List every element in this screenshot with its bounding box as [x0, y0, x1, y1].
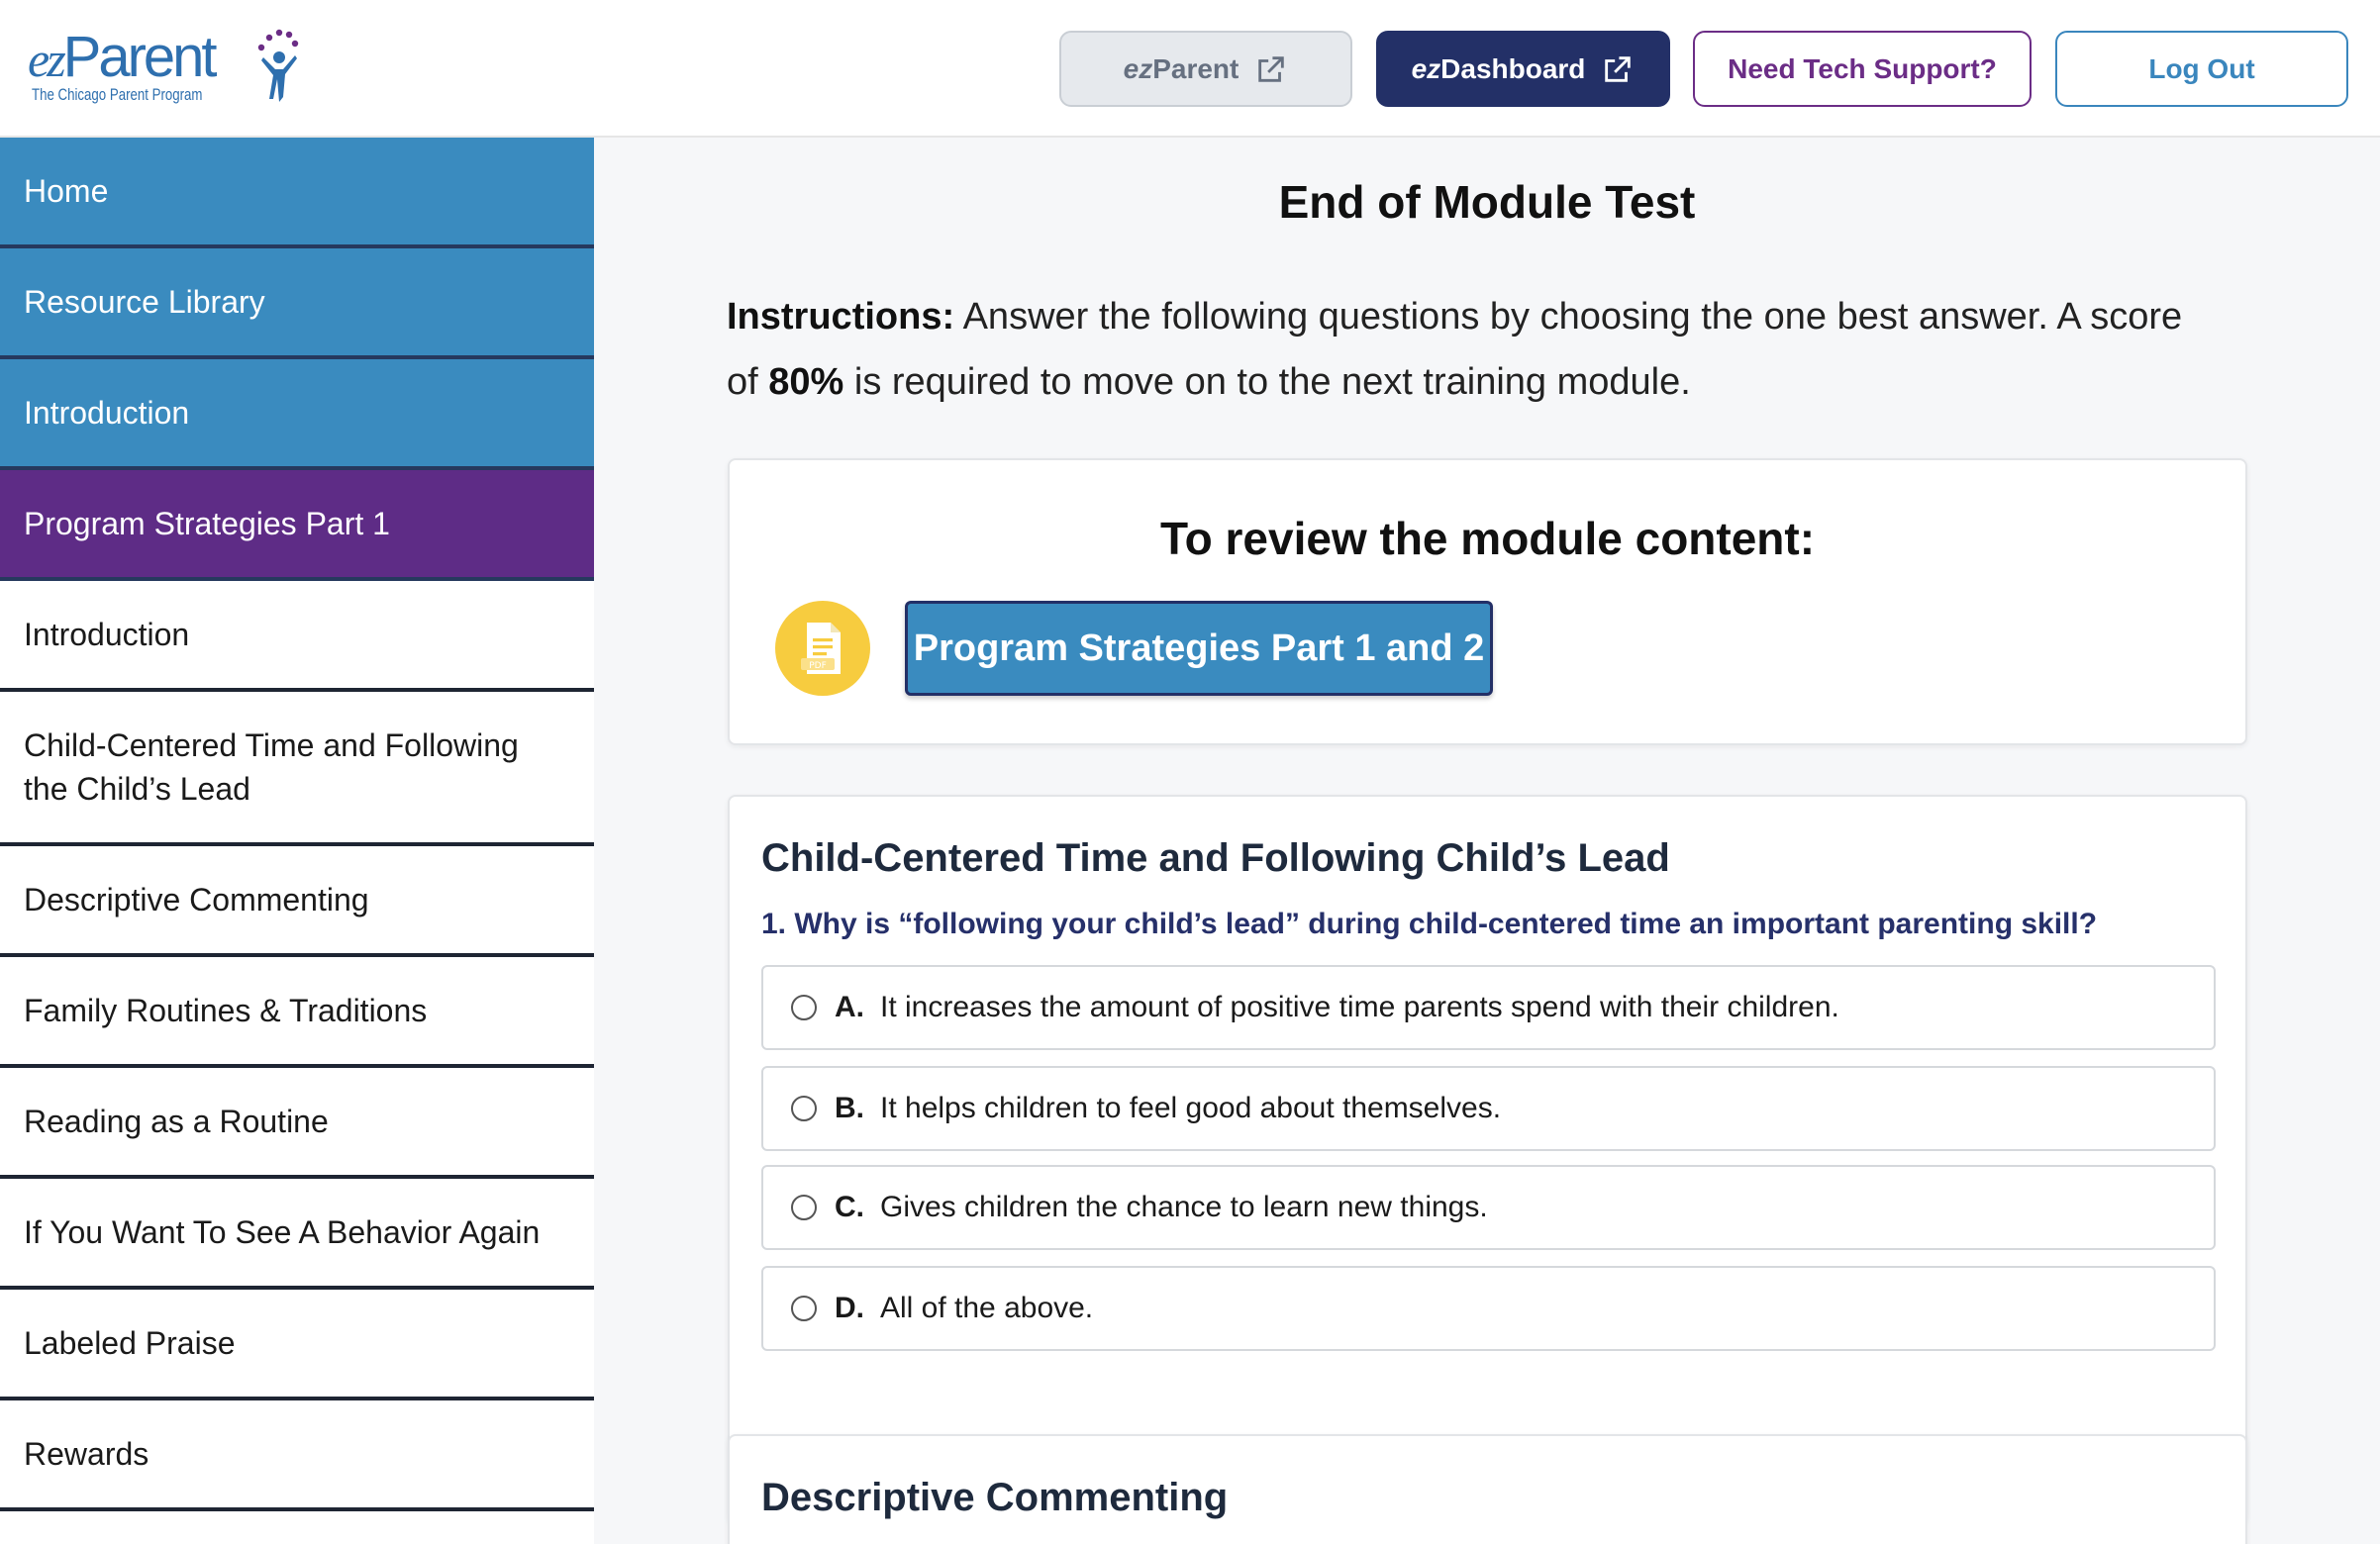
radio-button[interactable] — [791, 995, 817, 1020]
main-content — [594, 138, 2380, 1544]
option-text: Gives children the chance to learn new things. — [880, 1191, 1488, 1223]
sidebar-item-home[interactable]: Home — [0, 138, 594, 248]
external-link-icon — [1254, 52, 1288, 86]
jumping-person-icon — [216, 28, 305, 107]
question-card-child-centered-time — [728, 795, 2247, 1523]
sidebar-item-program-strategies-part-1[interactable]: Program Strategies Part 1 — [0, 470, 594, 581]
ezparent-button-label: ezParent — [1123, 52, 1240, 84]
instructions-text: Instructions: Answer the following questions by choosing the one best answer. A score of 80% is required to move on to the next training module. — [727, 296, 2183, 403]
sidebar-subitem-family-routines[interactable]: Family Routines & Traditions — [0, 957, 594, 1068]
option-letter: A. — [835, 991, 864, 1023]
option-letter: C. — [835, 1191, 864, 1223]
option-letter: B. — [835, 1092, 864, 1124]
pdf-file-icon — [775, 601, 870, 696]
ezparent-link-button[interactable] — [1059, 31, 1352, 107]
svg-text:PDF: PDF — [809, 661, 827, 671]
sidebar-nav — [0, 138, 594, 1544]
logo-wordmark: ezParent — [28, 25, 215, 89]
section-title: Descriptive Commenting — [761, 1476, 1229, 1519]
answer-option-b[interactable] — [761, 1066, 2216, 1151]
option-letter: D. — [835, 1292, 864, 1324]
sidebar-subitem-rewards[interactable]: Rewards — [0, 1400, 594, 1511]
sidebar-subitem-introduction[interactable]: Introduction — [0, 581, 594, 692]
review-title: To review the module content: — [1159, 513, 1816, 564]
sidebar-item-resource-library[interactable]: Resource Library — [0, 248, 594, 359]
top-header — [0, 0, 2380, 138]
section-title: Child-Centered Time and Following Child’s Lead — [761, 836, 1670, 880]
sidebar-subitem-behavior-again[interactable]: If You Want To See A Behavior Again — [0, 1179, 594, 1290]
sidebar-subitem-descriptive-commenting[interactable]: Descriptive Commenting — [0, 846, 594, 957]
review-module-card — [728, 458, 2247, 745]
option-text: All of the above. — [880, 1292, 1094, 1324]
sidebar-subitem-child-centered-time[interactable]: Child-Centered Time and Following the Child’s Lead — [0, 692, 594, 846]
answer-option-d[interactable] — [761, 1266, 2216, 1351]
program-strategies-pdf-button[interactable]: Program Strategies Part 1 and 2 — [905, 601, 1493, 696]
question-card-descriptive-commenting — [728, 1434, 2247, 1544]
radio-button[interactable] — [791, 1195, 817, 1220]
answer-option-c[interactable] — [761, 1165, 2216, 1250]
ezparent-logo[interactable] — [28, 25, 285, 111]
logo-tagline: The Chicago Parent Program — [32, 85, 203, 104]
logout-button[interactable]: Log Out — [2055, 31, 2348, 107]
question-text: 1. Why is “following your child’s lead” during child-centered time an important parenting skill? — [761, 908, 2098, 940]
external-link-icon — [1601, 52, 1635, 86]
option-text: It increases the amount of positive time parents spend with their children. — [880, 991, 1839, 1023]
sidebar-item-introduction[interactable]: Introduction — [0, 359, 594, 470]
sidebar-subitem-reading-routine[interactable]: Reading as a Routine — [0, 1068, 594, 1179]
radio-button[interactable] — [791, 1296, 817, 1321]
ezdashboard-link-button[interactable] — [1376, 31, 1670, 107]
sidebar-subitem-labeled-praise[interactable]: Labeled Praise — [0, 1290, 594, 1400]
option-text: It helps children to feel good about themselves. — [880, 1092, 1502, 1124]
ezdashboard-button-label: ezDashboard — [1411, 52, 1586, 84]
page-title: End of Module Test — [1278, 176, 1696, 228]
radio-button[interactable] — [791, 1096, 817, 1121]
tech-support-button[interactable]: Need Tech Support? — [1693, 31, 2032, 107]
answer-option-a[interactable] — [761, 965, 2216, 1050]
